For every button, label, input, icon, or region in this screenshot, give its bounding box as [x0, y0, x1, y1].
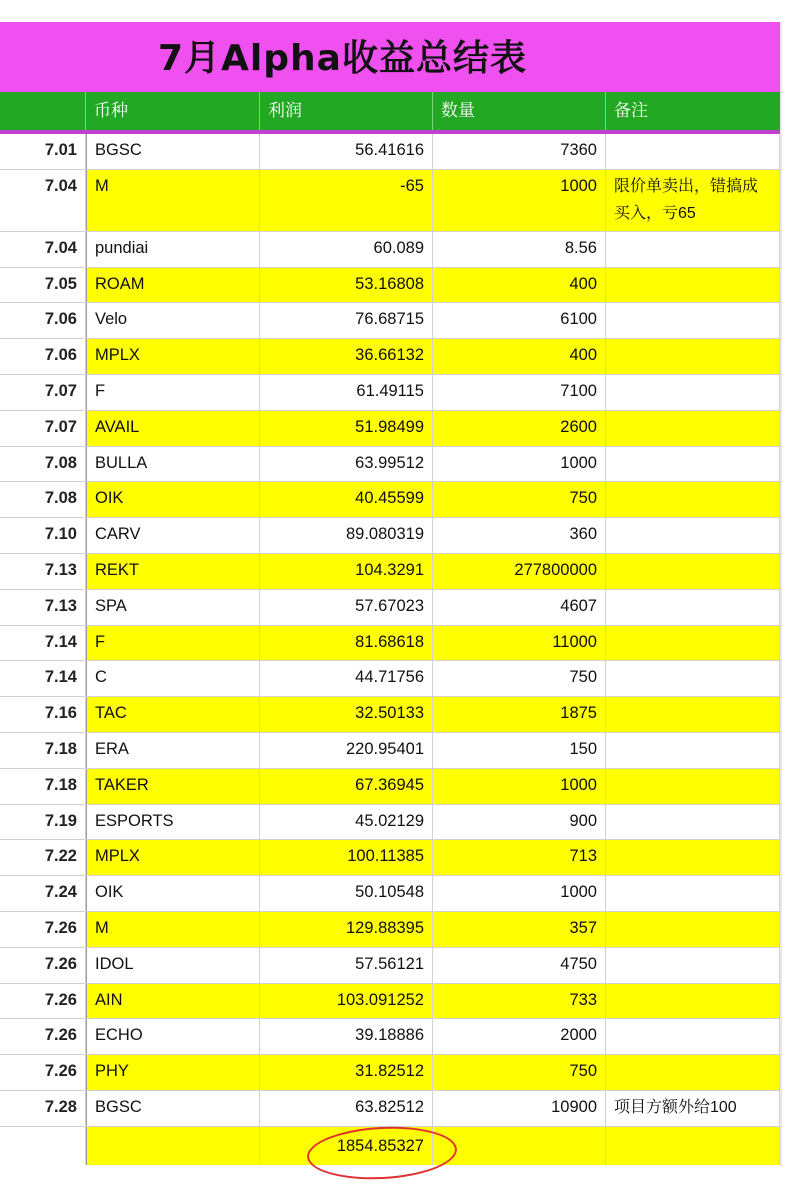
cell-note[interactable] [606, 232, 780, 267]
cell-qty[interactable]: 360 [433, 518, 606, 553]
cell-profit[interactable]: 44.71756 [260, 661, 433, 696]
cell-note[interactable] [606, 805, 780, 840]
cell-qty[interactable]: 750 [433, 1055, 606, 1090]
cell-profit[interactable]: 89.080319 [260, 518, 433, 553]
table-row [0, 375, 780, 411]
cell-note[interactable] [606, 697, 780, 732]
cell-coin[interactable]: BULLA [86, 447, 260, 482]
header-coin: 币种 [86, 92, 260, 130]
cell-date[interactable]: 7.24 [0, 876, 86, 911]
cell-note[interactable] [606, 518, 780, 553]
table-row [0, 447, 780, 483]
cell-coin[interactable]: TAKER [86, 769, 260, 804]
cell-date[interactable]: 7.08 [0, 447, 86, 482]
table-row [0, 303, 780, 339]
cell-note[interactable] [606, 134, 780, 169]
cell-note[interactable] [606, 948, 780, 983]
cell-note[interactable] [606, 733, 780, 768]
cell-coin[interactable]: M [86, 170, 260, 231]
cell-qty[interactable]: 4607 [433, 590, 606, 625]
cell-profit[interactable]: 51.98499 [260, 411, 433, 446]
cell-qty[interactable]: 733 [433, 984, 606, 1019]
cell-date[interactable]: 7.26 [0, 948, 86, 983]
cell-profit[interactable]: 100.11385 [260, 840, 433, 875]
cell-profit[interactable]: 56.41616 [260, 134, 433, 169]
cell-note[interactable] [606, 590, 780, 625]
cell-date[interactable]: 7.18 [0, 733, 86, 768]
cell-profit[interactable]: 57.56121 [260, 948, 433, 983]
cell-note[interactable] [606, 1055, 780, 1090]
cell-note[interactable] [606, 411, 780, 446]
table-row [0, 733, 780, 769]
cell-date[interactable]: 7.08 [0, 482, 86, 517]
cell-coin[interactable]: F [86, 375, 260, 410]
cell-note[interactable] [606, 876, 780, 911]
cell-note[interactable] [606, 769, 780, 804]
table-row [0, 661, 780, 697]
cell-date[interactable]: 7.13 [0, 590, 86, 625]
cell-note[interactable] [606, 984, 780, 1019]
cell-note[interactable] [606, 375, 780, 410]
cell-date[interactable]: 7.16 [0, 697, 86, 732]
cell-profit[interactable]: 40.45599 [260, 482, 433, 517]
table-row [0, 268, 780, 304]
cell-qty[interactable]: 7360 [433, 134, 606, 169]
cell-profit[interactable]: -65 [260, 170, 433, 231]
table-row [0, 984, 780, 1020]
cell-qty[interactable]: 400 [433, 339, 606, 374]
cell-profit[interactable]: 103.091252 [260, 984, 433, 1019]
cell-profit[interactable]: 129.88395 [260, 912, 433, 947]
cell-coin[interactable]: BGSC [86, 1091, 260, 1126]
header-profit: 利润 [260, 92, 433, 130]
cell-coin[interactable]: BGSC [86, 134, 260, 169]
cell-coin[interactable]: TAC [86, 697, 260, 732]
cell-profit[interactable]: 53.16808 [260, 268, 433, 303]
cell-coin[interactable]: AIN [86, 984, 260, 1019]
cell-note[interactable]: 项目方额外给100 [606, 1091, 780, 1126]
cell-profit[interactable]: 104.3291 [260, 554, 433, 589]
cell-qty[interactable]: 900 [433, 805, 606, 840]
cell-qty[interactable]: 11000 [433, 626, 606, 661]
cell-qty[interactable]: 357 [433, 912, 606, 947]
cell-qty[interactable]: 7100 [433, 375, 606, 410]
cell-coin[interactable]: SPA [86, 590, 260, 625]
table-row [0, 840, 780, 876]
cell-date[interactable]: 7.14 [0, 626, 86, 661]
cell-qty[interactable]: 750 [433, 661, 606, 696]
table-row [0, 1055, 780, 1091]
header-qty: 数量 [433, 92, 606, 130]
total-cell-profit[interactable]: 1854.85327 [260, 1127, 433, 1165]
cell-qty[interactable]: 1000 [433, 170, 606, 231]
cell-profit[interactable]: 63.99512 [260, 447, 433, 482]
cell-coin[interactable]: ERA [86, 733, 260, 768]
cell-note[interactable]: 限价单卖出，错搞成买入，亏65 [606, 170, 780, 231]
total-cell-date[interactable] [0, 1127, 86, 1165]
table-body [0, 134, 780, 1165]
table-row [0, 554, 780, 590]
cell-note[interactable] [606, 661, 780, 696]
table-row [0, 912, 780, 948]
cell-note[interactable] [606, 626, 780, 661]
cell-profit[interactable]: 63.82512 [260, 1091, 433, 1126]
table-row [0, 1091, 780, 1127]
cell-date[interactable]: 7.26 [0, 984, 86, 1019]
cell-qty[interactable]: 1000 [433, 447, 606, 482]
cell-date[interactable]: 7.10 [0, 518, 86, 553]
cell-date[interactable]: 7.13 [0, 554, 86, 589]
cell-date[interactable]: 7.26 [0, 1019, 86, 1054]
cell-date[interactable]: 7.07 [0, 411, 86, 446]
cell-note[interactable] [606, 912, 780, 947]
cell-profit[interactable]: 57.67023 [260, 590, 433, 625]
table-row [0, 697, 780, 733]
cell-date[interactable]: 7.04 [0, 232, 86, 267]
cell-note[interactable] [606, 482, 780, 517]
cell-qty[interactable]: 10900 [433, 1091, 606, 1126]
cell-profit[interactable]: 45.02129 [260, 805, 433, 840]
cell-date[interactable]: 7.14 [0, 661, 86, 696]
cell-coin[interactable]: REKT [86, 554, 260, 589]
table-row [0, 590, 780, 626]
table-row [0, 876, 780, 912]
cell-profit[interactable]: 61.49115 [260, 375, 433, 410]
cell-profit[interactable]: 76.68715 [260, 303, 433, 338]
cell-date[interactable]: 7.19 [0, 805, 86, 840]
cell-profit[interactable]: 31.82512 [260, 1055, 433, 1090]
cell-coin[interactable]: pundiai [86, 232, 260, 267]
cell-profit[interactable]: 81.68618 [260, 626, 433, 661]
cell-qty[interactable]: 277800000 [433, 554, 606, 589]
cell-coin[interactable]: F [86, 626, 260, 661]
table-row [0, 232, 780, 268]
table-row [0, 482, 780, 518]
total-cell-coin[interactable] [86, 1127, 260, 1165]
cell-date[interactable]: 7.26 [0, 912, 86, 947]
cell-coin[interactable]: M [86, 912, 260, 947]
cell-coin[interactable]: Velo [86, 303, 260, 338]
cell-coin[interactable]: ECHO [86, 1019, 260, 1054]
cell-coin[interactable]: MPLX [86, 339, 260, 374]
cell-date[interactable]: 7.04 [0, 170, 86, 231]
cell-profit[interactable]: 36.66132 [260, 339, 433, 374]
cell-qty[interactable]: 4750 [433, 948, 606, 983]
total-cell-qty[interactable] [433, 1127, 606, 1165]
header-note: 备注 [614, 101, 648, 120]
cell-coin[interactable]: MPLX [86, 840, 260, 875]
cell-date[interactable]: 7.26 [0, 1055, 86, 1090]
sheet-edge [780, 22, 782, 1167]
table-row [0, 769, 780, 805]
cell-qty[interactable]: 713 [433, 840, 606, 875]
cell-profit[interactable]: 50.10548 [260, 876, 433, 911]
header-date [0, 92, 86, 130]
cell-note[interactable] [606, 339, 780, 374]
table-row [0, 518, 780, 554]
cell-date[interactable]: 7.22 [0, 840, 86, 875]
cell-note[interactable] [606, 840, 780, 875]
cell-coin[interactable]: PHY [86, 1055, 260, 1090]
cell-coin[interactable]: C [86, 661, 260, 696]
cell-profit[interactable]: 32.50133 [260, 697, 433, 732]
cell-note[interactable] [606, 303, 780, 338]
cell-date[interactable]: 7.28 [0, 1091, 86, 1126]
cell-date[interactable]: 7.06 [0, 339, 86, 374]
table-row [0, 170, 780, 232]
cell-coin[interactable]: AVAIL [86, 411, 260, 446]
cell-coin[interactable]: ESPORTS [86, 805, 260, 840]
cell-coin[interactable]: OIK [86, 482, 260, 517]
cell-note[interactable] [606, 268, 780, 303]
cell-note[interactable] [606, 447, 780, 482]
table-header [0, 92, 780, 134]
cell-qty[interactable]: 400 [433, 268, 606, 303]
table-row [0, 1019, 780, 1055]
table-row [0, 805, 780, 841]
cell-qty[interactable]: 2000 [433, 1019, 606, 1054]
sheet-title: 7月Alpha收益总结表 [158, 38, 527, 79]
cell-qty[interactable]: 750 [433, 482, 606, 517]
cell-qty[interactable]: 6100 [433, 303, 606, 338]
cell-profit[interactable]: 60.089 [260, 232, 433, 267]
cell-coin[interactable]: ROAM [86, 268, 260, 303]
cell-qty[interactable]: 150 [433, 733, 606, 768]
cell-date[interactable]: 7.06 [0, 303, 86, 338]
cell-date[interactable]: 7.01 [0, 134, 86, 169]
cell-note[interactable] [606, 554, 780, 589]
cell-qty[interactable]: 1875 [433, 697, 606, 732]
cell-date[interactable]: 7.05 [0, 268, 86, 303]
cell-qty[interactable]: 8.56 [433, 232, 606, 267]
table-row [0, 948, 780, 984]
cell-qty[interactable]: 2600 [433, 411, 606, 446]
total-cell-note[interactable] [606, 1127, 780, 1165]
cell-note[interactable] [606, 1019, 780, 1054]
table-row [0, 134, 780, 170]
cell-qty[interactable]: 1000 [433, 876, 606, 911]
cell-date[interactable]: 7.18 [0, 769, 86, 804]
table-row [0, 626, 780, 662]
table-row [0, 339, 780, 375]
cell-date[interactable]: 7.07 [0, 375, 86, 410]
table-row [0, 411, 780, 447]
total-row [0, 1127, 780, 1165]
cell-coin[interactable]: IDOL [86, 948, 260, 983]
cell-coin[interactable]: OIK [86, 876, 260, 911]
cell-profit[interactable]: 220.95401 [260, 733, 433, 768]
cell-qty[interactable]: 1000 [433, 769, 606, 804]
cell-profit[interactable]: 67.36945 [260, 769, 433, 804]
cell-profit[interactable]: 39.18886 [260, 1019, 433, 1054]
cell-coin[interactable]: CARV [86, 518, 260, 553]
